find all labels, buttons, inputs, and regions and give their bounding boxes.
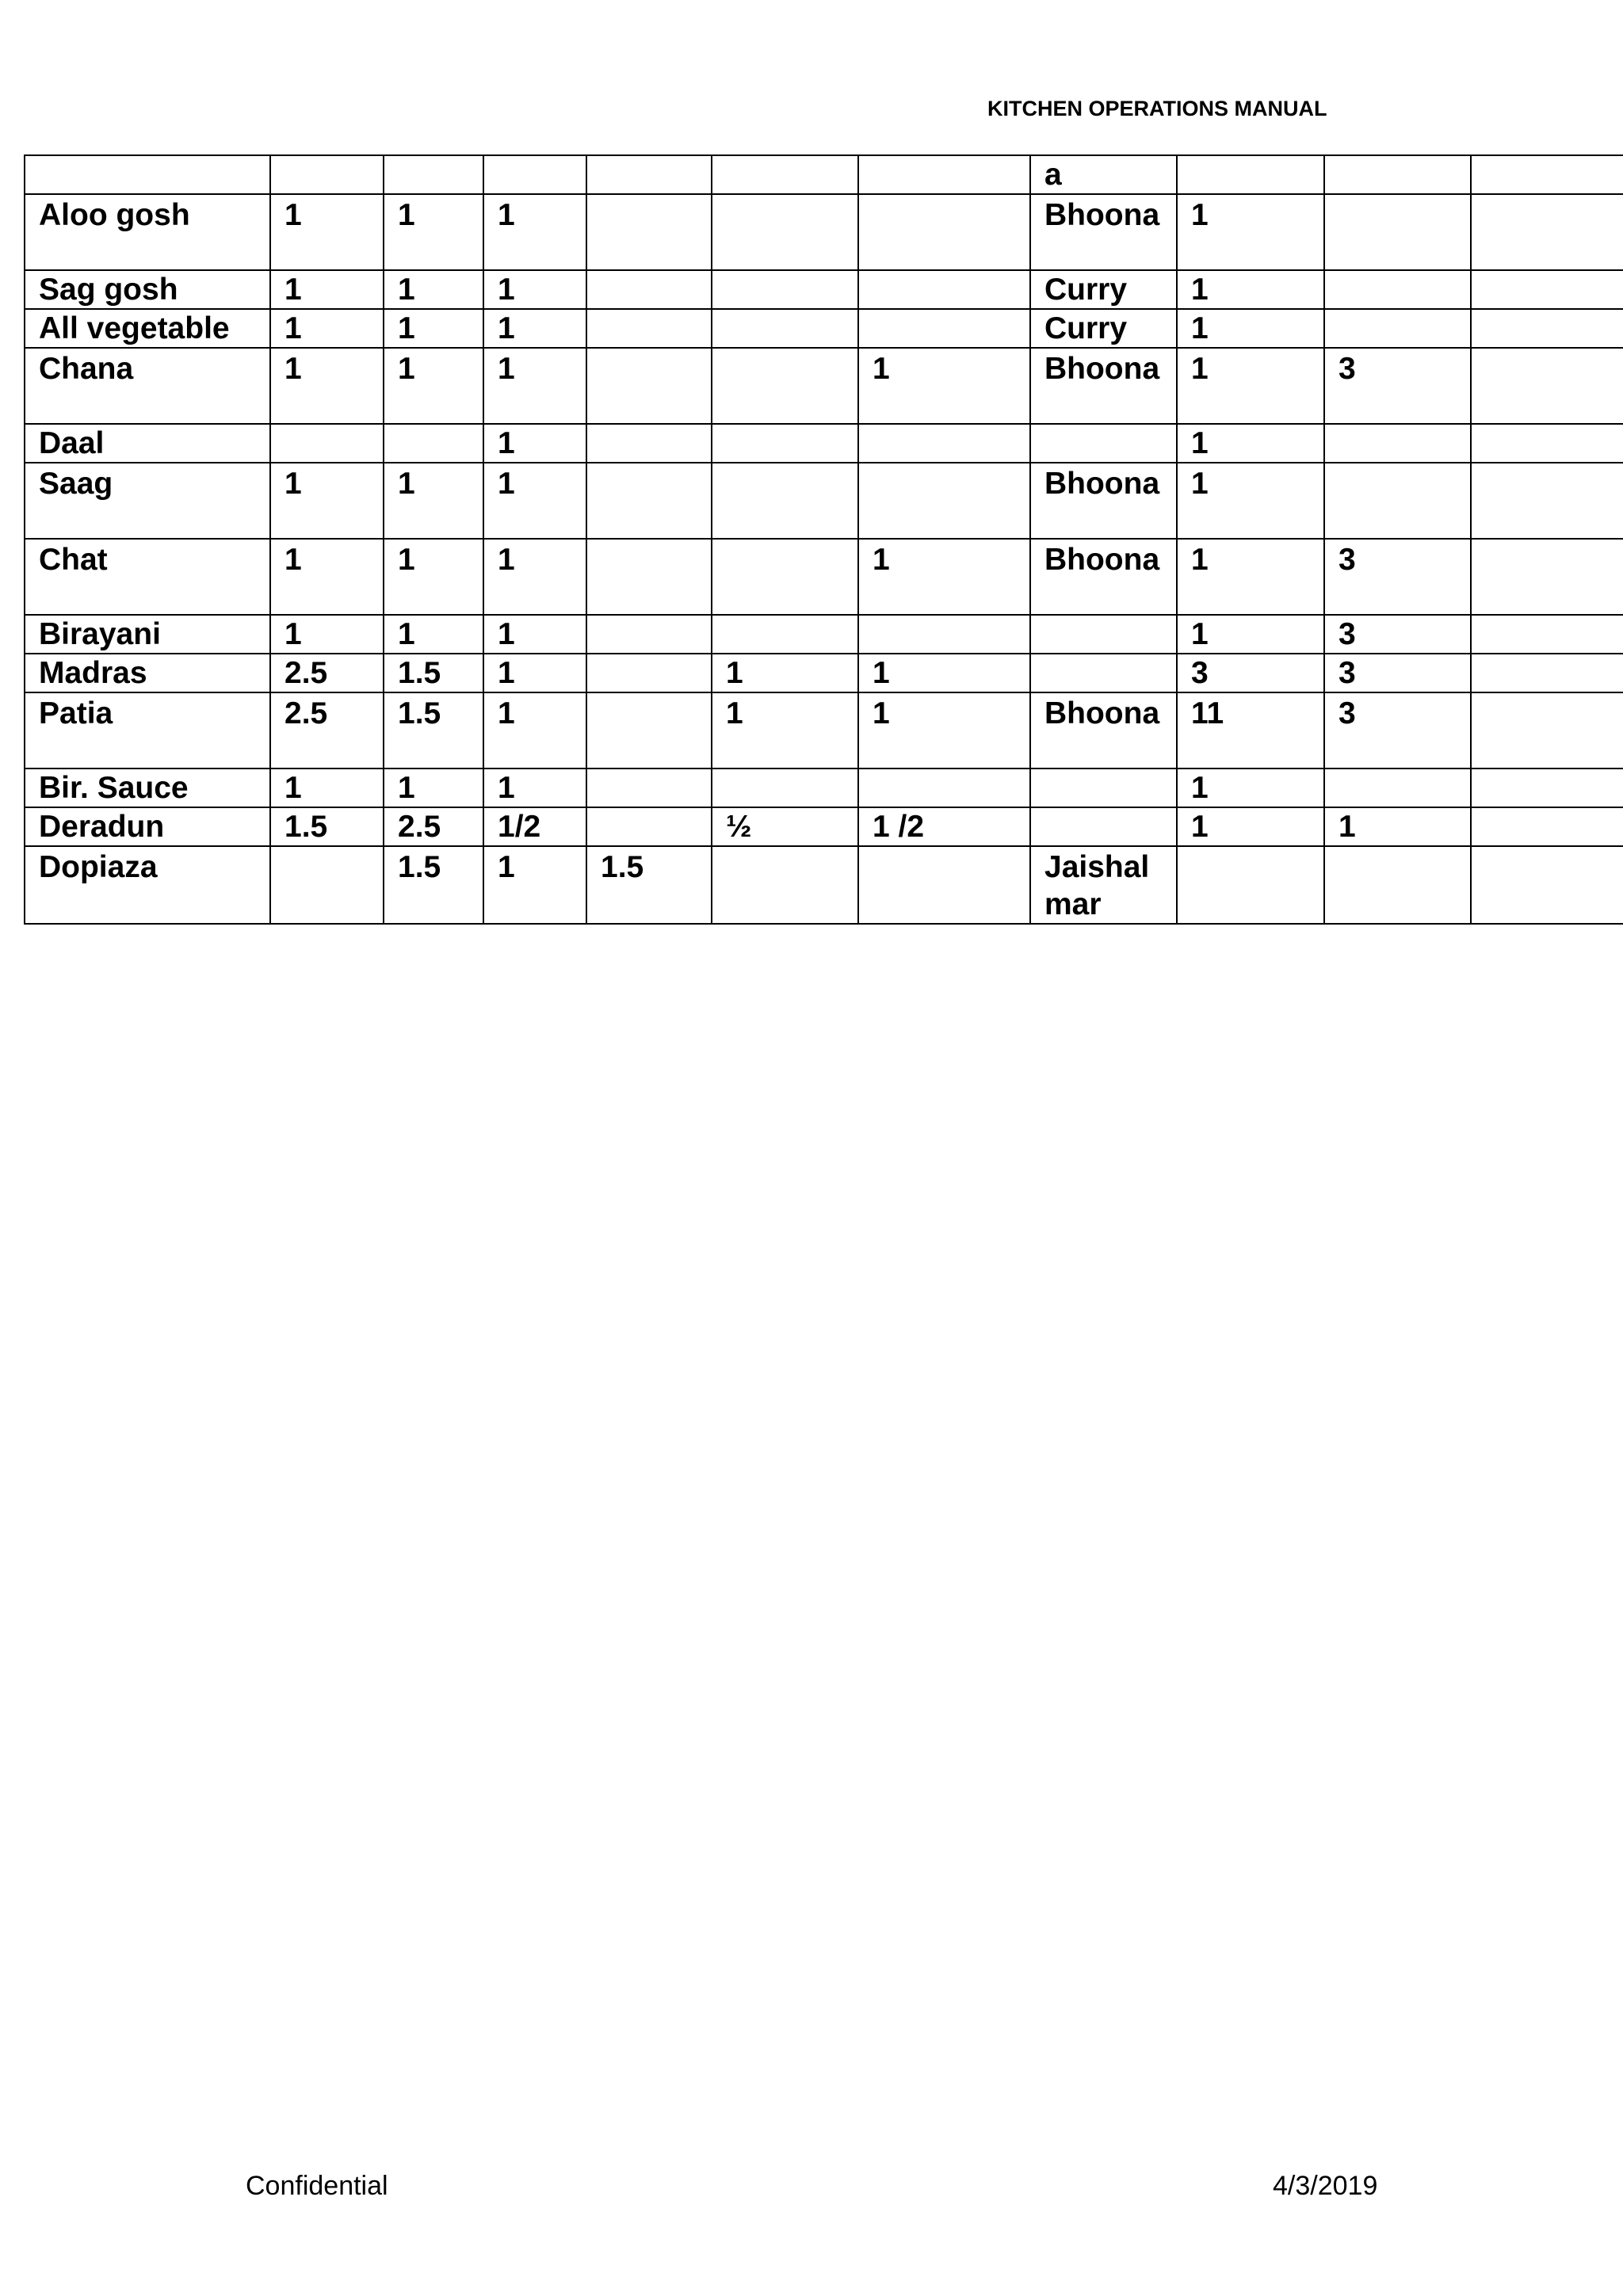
table-cell: 3	[1324, 654, 1471, 692]
table-cell: Curry	[1030, 309, 1177, 348]
page-header-title: KITCHEN OPERATIONS MANUAL	[987, 97, 1327, 120]
table-cell: 1.5	[586, 846, 712, 924]
table-cell: Jaishalmar	[1030, 846, 1177, 924]
table-cell	[712, 270, 858, 309]
table-cell: 11	[1177, 692, 1324, 769]
table-cell: 2.5	[270, 692, 384, 769]
table-cell	[712, 846, 858, 924]
table-row	[25, 424, 1623, 463]
table-cell	[384, 424, 483, 463]
table-cell	[1471, 463, 1623, 539]
table-cell	[1324, 309, 1471, 348]
table-cell	[1471, 424, 1623, 463]
table-cell	[712, 615, 858, 654]
table-cell	[1324, 194, 1471, 270]
table-cell: 1/2	[483, 807, 586, 846]
table-cell: 1	[384, 539, 483, 615]
dish-name-cell: All vegetable	[25, 309, 270, 348]
table-cell: Bhoona	[1030, 463, 1177, 539]
table-cell: 1	[483, 846, 586, 924]
table-cell	[1471, 769, 1623, 807]
table-cell	[712, 309, 858, 348]
dish-name-cell: Deradun	[25, 807, 270, 846]
table-cell	[712, 348, 858, 424]
table-cell	[1471, 270, 1623, 309]
table-cell	[270, 155, 384, 194]
table-cell	[586, 424, 712, 463]
table-cell: 1	[858, 692, 1030, 769]
table-cell	[586, 155, 712, 194]
table-cell: 1 /2	[858, 807, 1030, 846]
table-cell: 1	[1177, 194, 1324, 270]
table-cell	[1471, 654, 1623, 692]
table-row	[25, 194, 1623, 270]
table-cell	[858, 155, 1030, 194]
table-cell: 1	[1177, 807, 1324, 846]
table-cell: 1	[858, 654, 1030, 692]
table-cell: 1	[1324, 807, 1471, 846]
table-cell: 1.5	[384, 846, 483, 924]
table-cell	[858, 309, 1030, 348]
table-cell	[858, 769, 1030, 807]
table-cell: 3	[1177, 654, 1324, 692]
table-cell	[858, 194, 1030, 270]
table-cell	[1471, 309, 1623, 348]
table-cell	[483, 155, 586, 194]
footer-confidential: Confidential	[246, 2171, 388, 2201]
table-cell	[712, 155, 858, 194]
table-cell	[712, 539, 858, 615]
table-cell	[1471, 539, 1623, 615]
table-cell	[1030, 807, 1177, 846]
table-cell: 1	[1177, 539, 1324, 615]
table-cell: 1	[712, 692, 858, 769]
table-cell: 1	[270, 769, 384, 807]
table-row	[25, 807, 1623, 846]
dish-name-cell: Aloo gosh	[25, 194, 270, 270]
table-cell: 1	[384, 309, 483, 348]
table-cell: ½	[712, 807, 858, 846]
table-row	[25, 539, 1623, 615]
table-cell: 1	[1177, 309, 1324, 348]
dish-name-cell: Saag	[25, 463, 270, 539]
table-cell: 1	[270, 539, 384, 615]
table-cell	[1471, 692, 1623, 769]
table-cell: 1	[270, 615, 384, 654]
table-cell: 1	[483, 309, 586, 348]
table-cell: 1	[384, 463, 483, 539]
table-cell: 1	[384, 615, 483, 654]
table-cell: Bhoona	[1030, 194, 1177, 270]
table-cell	[712, 769, 858, 807]
table-cell: Bhoona	[1030, 348, 1177, 424]
table-cell	[858, 615, 1030, 654]
table-cell	[1324, 155, 1471, 194]
table-cell: 1	[858, 539, 1030, 615]
table-cell: 1	[1177, 348, 1324, 424]
table-cell	[586, 807, 712, 846]
table-cell: 3	[1324, 539, 1471, 615]
table-cell	[1471, 807, 1623, 846]
table-cell: 1	[270, 348, 384, 424]
table-cell	[586, 348, 712, 424]
table-cell: 2.5	[384, 807, 483, 846]
table-row	[25, 846, 1623, 924]
table-cell: 1	[1177, 769, 1324, 807]
table-cell: 3	[1324, 615, 1471, 654]
table-cell	[1324, 846, 1471, 924]
table-cell	[586, 194, 712, 270]
table-cell: 1	[483, 348, 586, 424]
table-row	[25, 692, 1623, 769]
table-cell: 1.5	[384, 654, 483, 692]
table-cell: 1	[1177, 270, 1324, 309]
table-cell: 2.5	[270, 654, 384, 692]
table-row	[25, 463, 1623, 539]
table-cell	[858, 846, 1030, 924]
table-cell	[712, 424, 858, 463]
dish-name-cell: Bir. Sauce	[25, 769, 270, 807]
table-cell: 1	[384, 194, 483, 270]
table-cell	[586, 769, 712, 807]
table-cell: 1	[483, 654, 586, 692]
table-cell	[586, 692, 712, 769]
table-cell	[1324, 463, 1471, 539]
dish-name-cell: Chat	[25, 539, 270, 615]
table-cell	[586, 654, 712, 692]
table-cell: 1	[1177, 615, 1324, 654]
dish-name-cell: Dopiaza	[25, 846, 270, 924]
table-row	[25, 270, 1623, 309]
table-cell	[1471, 615, 1623, 654]
table-cell	[1471, 348, 1623, 424]
table-cell: 1	[483, 424, 586, 463]
table-cell	[858, 424, 1030, 463]
dish-name-cell: Daal	[25, 424, 270, 463]
table-cell	[270, 424, 384, 463]
table-row	[25, 654, 1623, 692]
table-cell: 1	[270, 270, 384, 309]
table-cell: 1.5	[384, 692, 483, 769]
table-cell: 3	[1324, 692, 1471, 769]
table-body	[25, 155, 1623, 924]
table-cell	[1177, 846, 1324, 924]
table-row	[25, 615, 1623, 654]
table-cell: 1	[483, 615, 586, 654]
table-cell	[1030, 615, 1177, 654]
table-cell	[586, 270, 712, 309]
table-cell: 1	[483, 692, 586, 769]
table-cell: 1	[483, 194, 586, 270]
dish-name-cell: Madras	[25, 654, 270, 692]
table-row	[25, 348, 1623, 424]
table-cell: 1	[483, 769, 586, 807]
table-cell	[1324, 270, 1471, 309]
table-cell: 1	[1177, 424, 1324, 463]
table-cell: Bhoona	[1030, 539, 1177, 615]
dish-name-cell: Patia	[25, 692, 270, 769]
table-cell	[270, 846, 384, 924]
table-cell	[712, 463, 858, 539]
table-cell	[858, 463, 1030, 539]
table-cell: 1	[483, 539, 586, 615]
table-cell: a	[1030, 155, 1177, 194]
table-cell	[1324, 769, 1471, 807]
table-cell	[712, 194, 858, 270]
table-cell: Curry	[1030, 270, 1177, 309]
table-cell: 1	[1177, 463, 1324, 539]
table-cell: 1	[384, 270, 483, 309]
table-cell	[586, 539, 712, 615]
table-row	[25, 309, 1623, 348]
table-cell	[384, 155, 483, 194]
table-cell	[1471, 155, 1623, 194]
table-row	[25, 769, 1623, 807]
table-cell: Bhoona	[1030, 692, 1177, 769]
table-cell: 1	[483, 463, 586, 539]
table-cell	[1324, 424, 1471, 463]
dish-name-cell: Sag gosh	[25, 270, 270, 309]
table-cell	[1471, 194, 1623, 270]
table-cell: 1	[384, 348, 483, 424]
dish-name-cell	[25, 155, 270, 194]
table-cell: 1	[858, 348, 1030, 424]
table-cell: 1	[270, 309, 384, 348]
table-cell	[586, 463, 712, 539]
table-cell	[1030, 769, 1177, 807]
dish-name-cell: Chana	[25, 348, 270, 424]
table-cell	[586, 615, 712, 654]
table-cell: 1.5	[270, 807, 384, 846]
table-cell: 1	[384, 769, 483, 807]
table-cell	[1030, 424, 1177, 463]
table-cell	[586, 309, 712, 348]
table-cell: 1	[712, 654, 858, 692]
table-cell: 1	[270, 194, 384, 270]
table-cell: 1	[483, 270, 586, 309]
table-cell	[1177, 155, 1324, 194]
table-cell	[1471, 846, 1623, 924]
footer-date: 4/3/2019	[1273, 2171, 1378, 2201]
table-cell	[1030, 654, 1177, 692]
table-cell	[858, 270, 1030, 309]
table-cell: 1	[270, 463, 384, 539]
recipe-table	[24, 154, 1623, 925]
dish-name-cell: Birayani	[25, 615, 270, 654]
table-row	[25, 155, 1623, 194]
table-cell: 3	[1324, 348, 1471, 424]
